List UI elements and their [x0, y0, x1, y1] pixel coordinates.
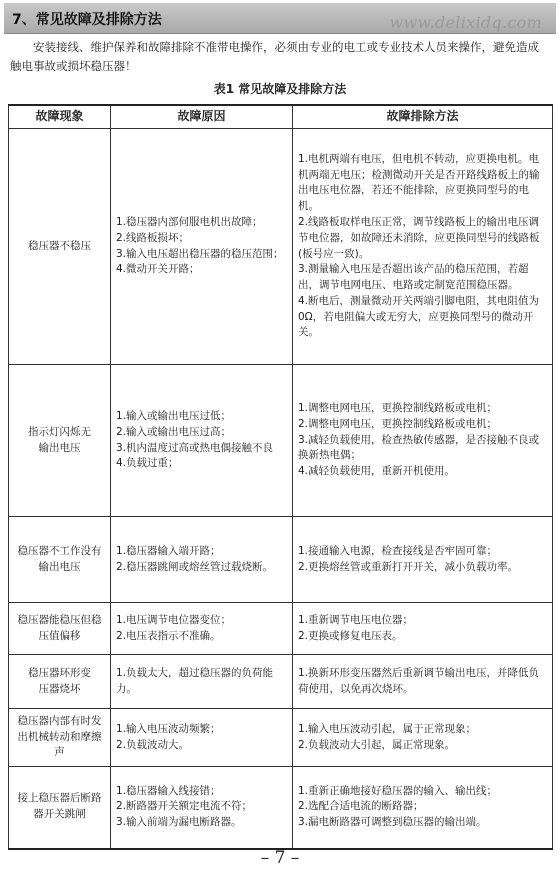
- fault-fix-item: 1.电机两端有电压，但电机不转动，应更换电机。电机两端无电压；检测微动开关是否开路线路板上的输出电压电位器，若还不能排除，应更换同型号的电机。: [298, 152, 540, 213]
- fault-phenomenon-cell: [9, 365, 111, 517]
- fault-phenomenon-cell: [9, 655, 111, 709]
- column-header-fix: 故障排除方法: [293, 105, 553, 129]
- fault-fix-item: 2.选配合适电流的断路器；: [298, 800, 424, 813]
- fault-fix-item: 1.换新环形变压器然后重新调节输出电压，并降低负荷使用，以免再次烧坏。: [298, 666, 540, 695]
- fault-fix-item: 2.负载波动大引起，属正常现象。: [298, 738, 456, 751]
- fault-phenomenon: 稳压器内部有时发出机械转动和摩擦声: [17, 714, 102, 759]
- fault-cause-item: 2.负载波动大。: [116, 738, 190, 751]
- fault-cause-item: 2.断路器开关额定电流不符；: [116, 800, 253, 813]
- fault-fix-cell: [293, 655, 553, 709]
- fault-cause-item: 1.负载太大，超过稳压器的负荷能力。: [116, 666, 274, 695]
- fault-fix-item: 1.重新正确地接好稳压器的输入、输出线；: [298, 784, 498, 797]
- fault-fix-item: 2.线路板取样电压正常，调节线路板上的输出电压调节电位器，如故障还未消除，应更换同型号的线路板(板号应一致)。: [298, 215, 540, 260]
- fault-fix-item: 4.断电后，测量微动开关两端引脚电阻，其电阻值为0Ω，若电阻偏大或无穷大，应更换同型号的微动开关。: [298, 294, 540, 339]
- fault-fix-item: 4.减轻负载使用，重新开机使用。: [298, 465, 456, 478]
- fault-fix-cell: [293, 767, 553, 849]
- fault-cause-item: 1.输入或输出电压过低；: [116, 409, 232, 422]
- section-title: 7、常见故障及排除方法: [12, 12, 162, 28]
- fault-cause-item: 2.输入或输出电压过高；: [116, 425, 232, 438]
- fault-fix-item: 3.减轻负载使用，检查热敏传感器，是否接触不良或换新热电偶；: [298, 433, 540, 462]
- fault-cause-item: 3.输入前端为漏电断路器。: [116, 816, 242, 829]
- fault-cause-cell: [111, 603, 293, 655]
- fault-cause-cell: [111, 709, 293, 767]
- fault-cause-cell: [111, 655, 293, 709]
- fault-cause-item: 3.机内温度过高或热电偶接触不良: [116, 441, 274, 454]
- column-header-cause: 故障原因: [111, 105, 293, 129]
- fault-cause-item: 1.输入电压波动频繁；: [116, 722, 221, 735]
- table-row: [9, 517, 553, 603]
- fault-cause-cell: [111, 767, 293, 849]
- fault-fix-cell: [293, 603, 553, 655]
- fault-fix-item: 2.调整电网电压，更换控制线路板或电机；: [298, 417, 498, 430]
- safety-intro: 安装接线、维护保养和故障排除不准带电操作，必须由专业的电工或专业技术人员来操作，避免造成触电事故或损坏稳压器！: [10, 40, 539, 73]
- table-header-row: [9, 105, 553, 129]
- page-number: – 7 –: [260, 848, 300, 868]
- fault-cause-cell: [111, 517, 293, 603]
- fault-cause-item: 1.稳压器内部伺服电机出故障；: [116, 215, 263, 228]
- fault-fix-item: 3.测量输入电压是否超出该产品的稳压范围，若超出，调节电网电压、电路或定制宽范围稳压器。: [298, 263, 529, 292]
- fault-cause-item: 2.电压表指示不准确。: [116, 629, 221, 642]
- fault-phenomenon-cell: [9, 767, 111, 849]
- table-row: [9, 709, 553, 767]
- fault-fix-cell: [293, 517, 553, 603]
- fault-cause-item: 1.电压调节电位器变位；: [116, 613, 232, 626]
- fault-phenomenon: 稳压器不稳压: [28, 239, 91, 252]
- fault-phenomenon: 稳压器不工作没有输出电压: [17, 544, 102, 573]
- fault-cause-item: 4.负载过重；: [116, 457, 179, 470]
- table-caption: 表1 常见故障及排除方法: [213, 82, 347, 96]
- fault-fix-item: 3.漏电断路器可调整到稳压器的输出端。: [298, 816, 487, 829]
- fault-fix-item: 1.重新调节电压电位器；: [298, 613, 414, 626]
- fault-phenomenon: 稳压器能稳压但稳压值偏移: [17, 613, 102, 642]
- fault-phenomenon-cell: [9, 129, 111, 365]
- website-watermark: www.delixidq.com: [389, 13, 542, 32]
- fault-cause-item: 3.输入电压超出稳压器的稳压范围；: [116, 247, 284, 260]
- fault-fix-item: 1.接通输入电源，检查接线是否牢固可靠；: [298, 544, 498, 557]
- fault-phenomenon: 接上稳压器后断路器开关跳闸: [17, 792, 102, 821]
- table-row: [9, 129, 553, 365]
- fault-phenomenon: 稳压器环形变压器烧坏: [28, 666, 91, 695]
- fault-fix-item: 1.调整电网电压，更换控制线路板或电机；: [298, 402, 498, 414]
- table-row: [9, 365, 553, 517]
- fault-phenomenon: 指示灯闪烁无输出电压: [28, 425, 91, 454]
- fault-fix-item: 1.输入电压波动引起，属于正常现象；: [298, 722, 477, 735]
- fault-phenomenon-cell: [9, 517, 111, 603]
- section-header-bar: [4, 3, 556, 34]
- fault-fix-item: 2.更换熔丝管或重新打开开关，减小负载功率。: [298, 560, 519, 573]
- fault-cause-item: 1.稳压器输入端开路；: [116, 544, 221, 557]
- fault-fix-item: 2.更换或修复电压表。: [298, 629, 403, 642]
- fault-cause-cell: [111, 129, 293, 365]
- fault-phenomenon-cell: [9, 709, 111, 767]
- fault-cause-item: 1.稳压器输入线接错；: [116, 784, 221, 797]
- fault-cause-item: 2.线路板损坏；: [116, 231, 190, 244]
- fault-cause-item: 2.稳压器跳闸或熔丝管过载烧断。: [116, 560, 274, 573]
- table-row: [9, 655, 553, 709]
- fault-fix-cell: [293, 129, 553, 365]
- table-row: [9, 767, 553, 849]
- table-row: [9, 603, 553, 655]
- column-header-phenomenon: 故障现象: [9, 105, 111, 129]
- fault-fix-cell: [293, 709, 553, 767]
- fault-table: [8, 104, 553, 850]
- fault-cause-cell: [111, 365, 293, 517]
- fault-fix-cell: [293, 365, 553, 517]
- fault-phenomenon-cell: [9, 603, 111, 655]
- fault-cause-item: 4.微动开关开路；: [116, 263, 200, 276]
